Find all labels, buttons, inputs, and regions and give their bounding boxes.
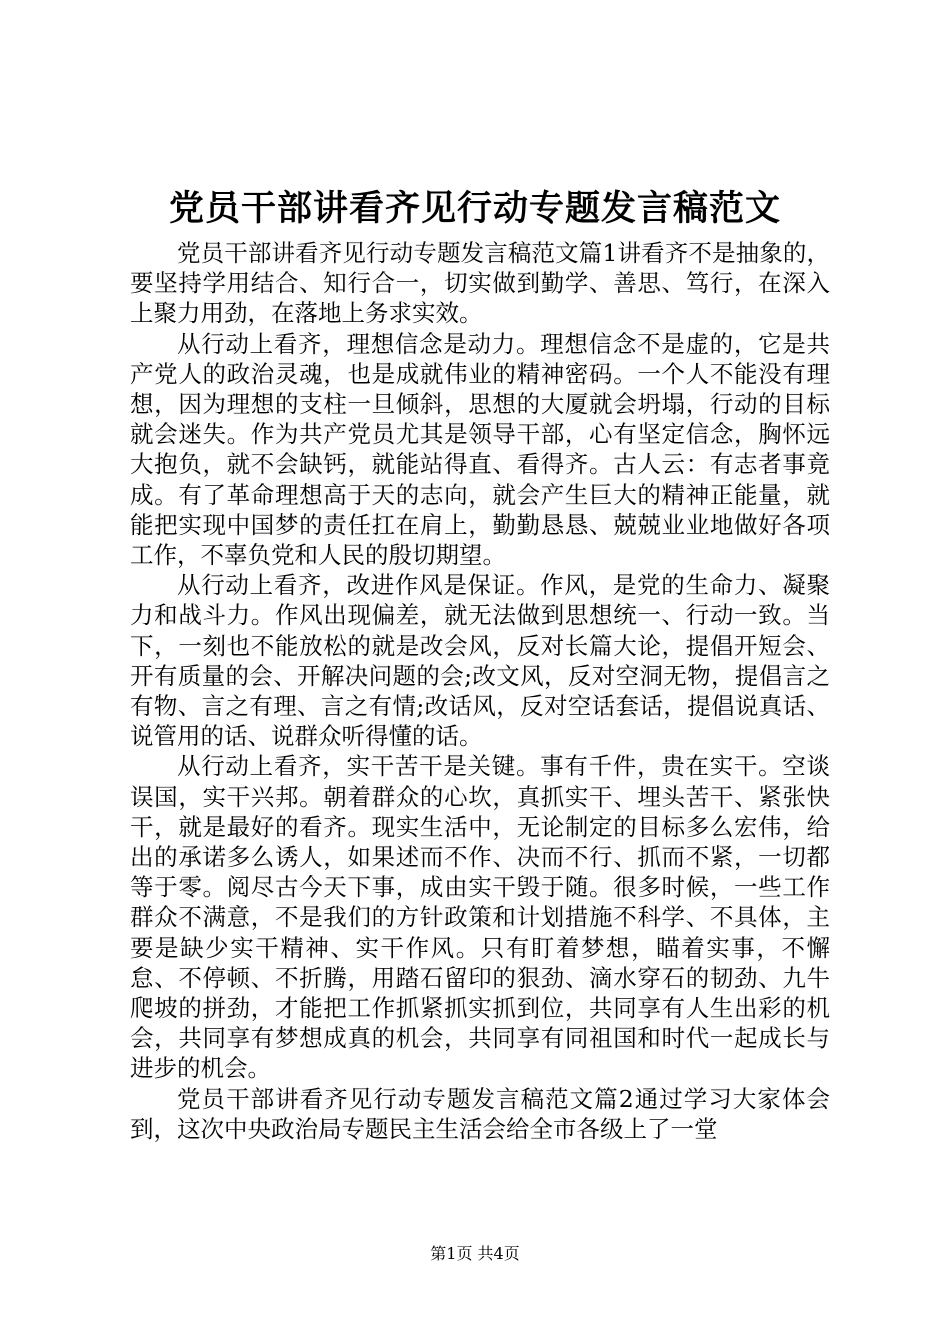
paragraph: 从行动上看齐，理想信念是动力。理想信念不是虚的，它是共产党人的政治灵魂，也是成就伟业的精神密码。一个人不能没有理想，因为理想的支柱一旦倾斜，思想的大厦就会坍塌，行动的目标就会迷失。作为共产党员尤其是领导干部，心有坚定信念，胸怀远大抱负，就不会缺钙，就能站得直、看得齐。古人云：有志者事竟成。有了革命理想高于天的志向，就会产生巨大的精神正能量，就能把实现中国梦的责任扛在肩上，勤勤恳恳、兢兢业业地做好各项工作，不辜负党和人民的殷切期望。 [130,329,830,570]
paragraph: 党员干部讲看齐见行动专题发言稿范文篇2通过学习大家体会到，这次中央政治局专题民主生活会给全市各级上了一堂 [130,1084,830,1143]
document-body [130,238,830,1144]
page-number-footer: 第1页 共4页 [430,1244,520,1263]
document-title: 党员干部讲看齐见行动专题发言稿范文 [168,188,781,229]
paragraph: 从行动上看齐，改进作风是保证。作风，是党的生命力、凝聚力和战斗力。作风出现偏差，就无法做到思想统一、行动一致。当下，一刻也不能放松的就是改会风，反对长篇大论，提倡开短会、开有质量的会、开解决问题的会;改文风，反对空洞无物，提倡言之有物、言之有理、言之有情;改话风，反对空话套话，提倡说真话、说管用的话、说群众听得懂的话。 [130,571,830,751]
paragraph: 党员干部讲看齐见行动专题发言稿范文篇1讲看齐不是抽象的，要坚持学用结合、知行合一，切实做到勤学、善思、笃行，在深入上聚力用劲，在落地上务求实效。 [130,239,830,328]
paragraph: 从行动上看齐，实干苦干是关键。事有千件，贵在实干。空谈误国，实干兴邦。朝着群众的心坎，真抓实干、埋头苦干、紧张快干，就是最好的看齐。现实生活中，无论制定的目标多么宏伟，给出的承诺多么诱人，如果述而不作、决而不行、抓而不紧，一切都等于零。阅尽古今天下事，成由实干毁于随。很多时候，一些工作群众不满意，不是我们的方针政策和计划措施不科学、不具体，主要是缺少实干精神、实干作风。只有盯着梦想，瞄着实事，不懈怠、不停顿、不折腾，用踏石留印的狠劲、滴水穿石的韧劲、九牛爬坡的拼劲，才能把工作抓紧抓实抓到位，共同享有人生出彩的机会，共同享有梦想成真的机会，共同享有同祖国和时代一起成长与进步的机会。 [130,752,830,1083]
